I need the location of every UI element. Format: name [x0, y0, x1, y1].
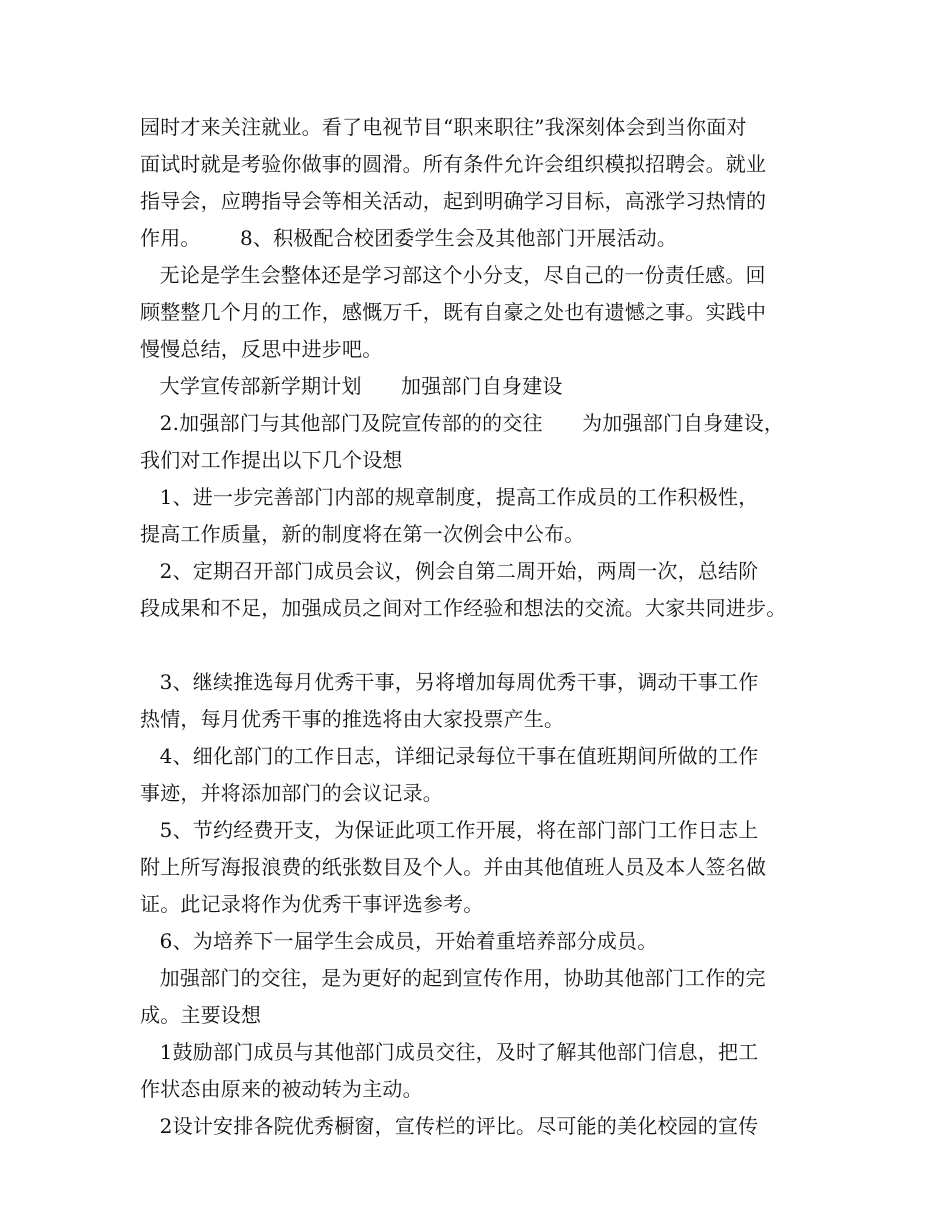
text-line: 证。此记录将作为优秀干事评选参考。 [140, 892, 484, 916]
text-line: 加强部门的交往，是为更好的起到宣传作用，协助其他部门工作的完 [140, 966, 766, 990]
text-line: 6、为培养下一届学生会成员，开始着重培养部分成员。 [140, 929, 658, 953]
text-line: 1鼓励部门成员与其他部门成员交往，及时了解其他部门信息，把工 [140, 1040, 759, 1064]
text-line: 2、定期召开部门成员会议，例会自第二周开始，两周一次，总结阶 [140, 559, 759, 583]
text-line: 作状态由原来的被动转为主动。 [140, 1077, 423, 1101]
text-line: 5、节约经费开支，为保证此项工作开展，将在部门部门工作日志上 [140, 818, 759, 842]
text-line: 段成果和不足，加强成员之间对工作经验和想法的交流。大家共同进步。 [140, 596, 787, 620]
text-line: 事迹，并将添加部门的会议记录。 [140, 781, 443, 805]
text-line: 面试时就是考验你做事的圆滑。所有条件允许会组织模拟招聘会。就业 [140, 152, 767, 176]
text-line: 2设计安排各院优秀橱窗，宣传栏的评比。尽可能的美化校园的宣传 [140, 1114, 759, 1138]
text-line: 3、继续推选每月优秀干事，另将增加每周优秀干事，调动干事工作 [140, 670, 759, 694]
text-line: 慢慢总结，反思中进步吧。 [140, 337, 383, 361]
text-line: 提高工作质量，新的制度将在第一次例会中公布。 [140, 522, 585, 546]
text-line: 我们对工作提出以下几个设想 [140, 448, 403, 472]
text-line: 顾整整几个月的工作，感慨万千，既有自豪之处也有遗憾之事。实践中 [140, 300, 767, 324]
text-line: 2.加强部门与其他部门及院宣传部的的交往 为加强部门自身建设， [140, 411, 785, 435]
text-line: 指导会，应聘指导会等相关活动，起到明确学习目标，高涨学习热情的 [140, 189, 767, 213]
text-line: 大学宣传部新学期计划 加强部门自身建设 [140, 374, 563, 398]
text-line: 附上所写海报浪费的纸张数目及个人。并由其他值班人员及本人签名做 [140, 855, 767, 879]
text-line: 园时才来关注就业。看了电视节目“职来职往”我深刻体会到当你面对 [140, 115, 747, 139]
text-line: 无论是学生会整体还是学习部这个小分支，尽自己的一份责任感。回 [140, 263, 766, 287]
text-line: 1、进一步完善部门内部的规章制度，提高工作成员的工作积极性， [140, 485, 759, 509]
text-line: 作用。 8、积极配合校团委学生会及其他部门开展活动。 [140, 226, 678, 250]
text-line: 成。主要设想 [140, 1003, 262, 1027]
text-line: 4、细化部门的工作日志，详细记录每位干事在值班期间所做的工作 [140, 744, 759, 768]
text-line: 热情，每月优秀干事的推选将由大家投票产生。 [140, 707, 565, 731]
